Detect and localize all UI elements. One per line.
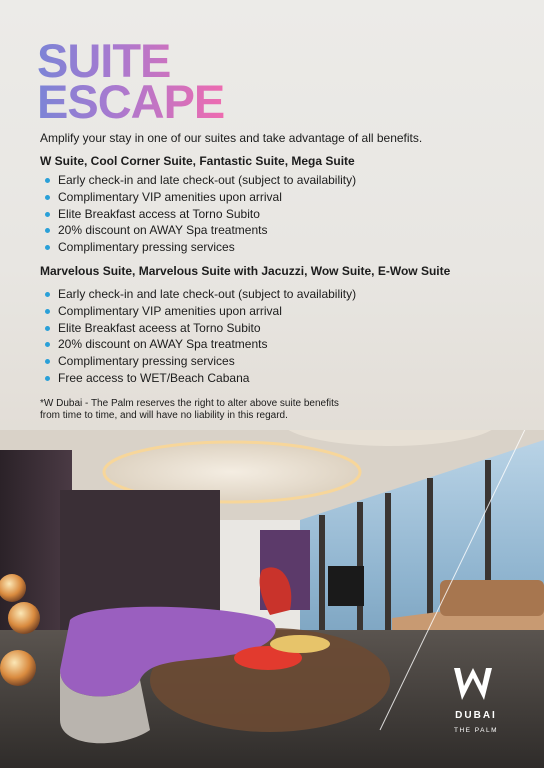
group-title-premium-suites: Marvelous Suite, Marvelous Suite with Jacuzzi, Wow Suite, E-Wow Suite (40, 264, 451, 278)
list-item: Complimentary pressing services (44, 353, 356, 370)
jacuzzi (440, 580, 544, 616)
intro-text: Amplify your stay in one of our suites and take advantage of all benefits. (40, 131, 423, 145)
disclaimer (40, 398, 370, 422)
list-item: Complimentary VIP amenities upon arrival (44, 303, 356, 320)
list-item: Early check-in and late check-out (subject to availability) (44, 172, 356, 189)
list-item: 20% discount on AWAY Spa treatments (44, 222, 356, 239)
list-item: Elite Breakfast aceess at Torno Subito (44, 320, 356, 337)
group-title-standard-suites: W Suite, Cool Corner Suite, Fantastic Suite, Mega Suite (40, 154, 355, 168)
list-item: Early check-in and late check-out (subject to availability) (44, 286, 356, 303)
pendant-globe (8, 602, 40, 634)
pendant-globe (0, 650, 36, 686)
disclaimer-line-2: from time to time, and will have no liability in this regard. (40, 410, 288, 421)
headline (37, 34, 225, 128)
list-item: Complimentary VIP amenities upon arrival (44, 189, 356, 206)
television (328, 566, 364, 606)
list-item: 20% discount on AWAY Spa treatments (44, 336, 356, 353)
gold-side-table (270, 635, 330, 653)
list-item: Elite Breakfast access at Torno Subito (44, 206, 356, 223)
headline-line-1: SUITE (37, 34, 171, 87)
list-item: Free access to WET/Beach Cabana (44, 370, 356, 387)
headline-line-2: ESCAPE (37, 75, 225, 128)
logo-city: DUBAI (455, 710, 497, 721)
benefits-list-premium-suites (44, 286, 356, 387)
w-logo-icon (452, 666, 494, 702)
logo-property: THE PALM (453, 727, 499, 734)
list-item: Complimentary pressing services (44, 239, 356, 256)
benefits-list-standard-suites (44, 172, 356, 256)
disclaimer-line-1: *W Dubai - The Palm reserves the right to alter above suite benefits (40, 398, 339, 409)
